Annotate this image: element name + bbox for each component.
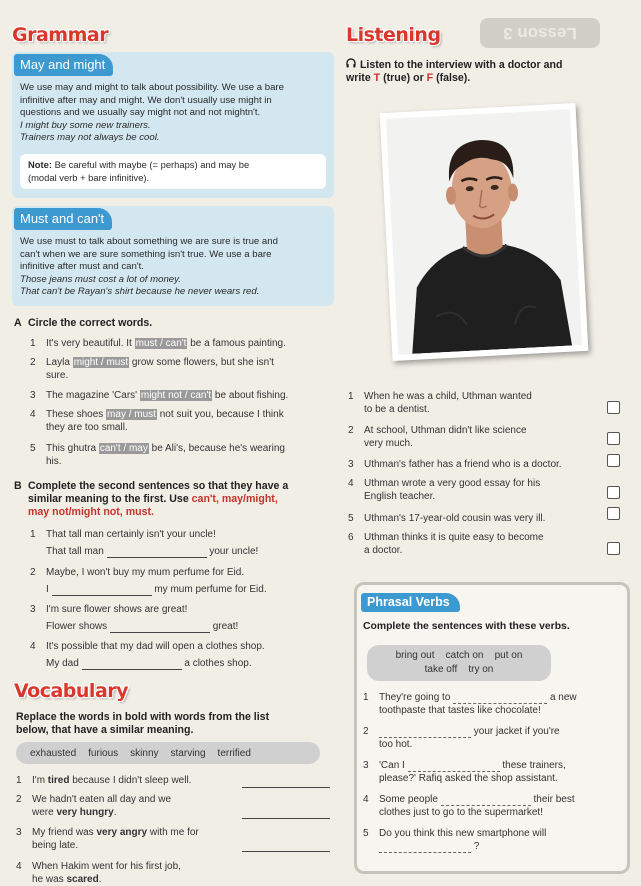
vocabulary-instruction <box>16 711 336 737</box>
exercise-b-line2: similar meaning to the first. Use <box>28 493 192 505</box>
item-text: These shoes <box>46 409 107 420</box>
item-text: my mum perfume for Eid. <box>154 584 267 595</box>
must-cant-explanation <box>20 236 332 299</box>
must-cant-line3: infinitive after must and can't. <box>20 261 144 272</box>
listening-heading: Listening <box>346 24 441 46</box>
exercise-b-line1: Complete the second sentences so that they have a <box>28 480 289 492</box>
item-text: It's very beautiful. It <box>46 338 135 349</box>
bold-word: scared <box>66 874 99 885</box>
item-text: because I didn't sleep well. <box>69 775 192 786</box>
item-number: 1 <box>30 338 36 349</box>
item-text: clothes just to go to the supermarket! <box>379 807 543 818</box>
listening-item-5 <box>348 512 598 525</box>
answer-box[interactable] <box>607 507 620 520</box>
item-text: My friend was <box>32 827 97 838</box>
item-text: The magazine 'Cars' <box>46 390 140 401</box>
item-text: English teacher. <box>364 491 436 502</box>
item-number: 1 <box>30 529 36 540</box>
item-text: very much. <box>364 438 413 449</box>
answer-blank[interactable] <box>242 807 330 819</box>
answer-blank[interactable] <box>52 584 152 596</box>
word-bank-item: put on <box>494 650 523 661</box>
item-text: . <box>113 807 117 818</box>
word-bank-item: skinny <box>130 747 159 759</box>
answer-box[interactable] <box>607 401 620 414</box>
vocabulary-instruction-line2: below, that have a similar meaning. <box>16 724 194 736</box>
listening-item-2 <box>348 424 598 450</box>
may-might-example2: Trainers may not always be cool. <box>20 132 160 143</box>
listening-instruction-line1: Listen to the interview with a doctor and <box>359 59 563 71</box>
may-might-example1: I might buy some new trainers. <box>20 119 151 131</box>
item-number: 2 <box>30 357 36 368</box>
listening-item-4 <box>348 477 598 503</box>
item-text: It's possible that my dad will open a clothes shop. <box>46 641 265 652</box>
item-text: he was <box>32 874 67 885</box>
listening-item-6 <box>348 531 598 557</box>
item-text: Do you think this new smartphone will <box>379 828 547 839</box>
exercise-b-item-4 <box>30 640 340 670</box>
word-bank-item: furious <box>88 747 119 759</box>
item-text: being late. <box>32 840 79 851</box>
answer-blank[interactable] <box>82 658 182 670</box>
answer-blank[interactable] <box>107 546 207 558</box>
answer-blank[interactable] <box>110 621 210 633</box>
circle-option[interactable]: must / can't <box>135 338 187 349</box>
listening-instruction <box>346 58 626 85</box>
may-might-line2: infinitive after may and might. We don't usually use might in <box>20 94 272 106</box>
circle-option[interactable]: can't / may <box>99 443 148 454</box>
phrasal-word-bank <box>367 645 551 681</box>
item-text: to be a dentist. <box>364 404 430 415</box>
must-cant-box <box>12 206 334 306</box>
vocabulary-item-2 <box>16 793 336 819</box>
word-bank-item: catch on <box>445 650 484 661</box>
item-text: your uncle! <box>209 546 259 557</box>
item-text: too hot. <box>379 739 413 750</box>
answer-box[interactable] <box>607 454 620 467</box>
item-text: Flower shows <box>46 621 108 632</box>
item-text: his. <box>46 456 62 467</box>
item-text: a new <box>549 692 577 703</box>
item-text: sure. <box>46 370 69 381</box>
item-text: Uthman's 17-year-old cousin was very ill. <box>364 513 546 524</box>
listening-item-1 <box>348 390 598 416</box>
must-cant-example1: Those jeans must cost a lot of money. <box>20 273 181 285</box>
item-number: 1 <box>363 692 369 703</box>
item-number: 4 <box>30 641 36 652</box>
headphones-icon <box>346 58 357 72</box>
true-letter: T <box>373 72 381 84</box>
word-bank-item: take off <box>424 664 458 675</box>
must-cant-example2: That can't be Rayan's shirt because he never wears red. <box>20 286 260 297</box>
vocabulary-heading: Vocabulary <box>14 680 129 702</box>
phrasal-verbs-tab: Phrasal Verbs <box>361 593 460 612</box>
item-number: 1 <box>16 775 22 786</box>
note-box <box>20 154 326 189</box>
item-text: This ghutra <box>46 443 99 454</box>
vocabulary-item-1 <box>16 774 336 787</box>
item-text: When he was a child, Uthman wanted <box>364 391 532 402</box>
listening-instruction-text: write <box>346 72 374 84</box>
note-line1: Be careful with maybe (= perhaps) and may be <box>54 159 250 170</box>
must-cant-line2: can't when we are sure something isn't true. We use a bare <box>20 248 272 260</box>
phrasal-item-4 <box>363 793 619 819</box>
item-text: We hadn't eaten all day and we <box>32 794 172 805</box>
item-text: ? <box>473 841 480 852</box>
exercise-b-words2: may not/might not, must. <box>28 506 154 518</box>
listening-instruction-text: (false). <box>433 72 471 84</box>
item-number: 5 <box>348 513 354 524</box>
item-text: great! <box>212 621 239 632</box>
item-number: 4 <box>16 861 22 872</box>
exercise-b-letter: B <box>14 480 22 492</box>
item-text: please?' Rafiq asked the shop assistant. <box>379 773 558 784</box>
bold-word: very angry <box>96 827 148 838</box>
item-text: When Hakim went for his first job, <box>32 861 181 872</box>
exercise-a-letter: A <box>14 317 22 329</box>
item-number: 6 <box>348 532 354 543</box>
item-text: That tall man certainly isn't your uncle! <box>46 529 216 540</box>
exercise-a-title <box>14 317 152 330</box>
answer-blank[interactable] <box>453 692 547 704</box>
item-text: were <box>32 807 57 818</box>
answer-blank[interactable] <box>242 840 330 852</box>
false-letter: F <box>426 72 434 84</box>
item-text: grow some flowers, but she isn't <box>129 357 274 368</box>
item-number: 2 <box>348 425 354 436</box>
vocabulary-instruction-line1: Replace the words in bold with words from the list <box>16 711 270 723</box>
item-number: 2 <box>30 567 36 578</box>
answer-blank[interactable] <box>379 841 471 853</box>
item-text: Uthman wrote a very good essay for his <box>364 478 541 489</box>
item-text: be a famous painting. <box>187 338 286 349</box>
item-number: 5 <box>363 828 369 839</box>
circle-option[interactable]: might / must <box>73 357 129 368</box>
item-text: Some people <box>379 794 438 805</box>
word-bank-item: starving <box>170 747 206 759</box>
bold-word: very hungry <box>56 807 114 818</box>
answer-blank[interactable] <box>408 760 500 772</box>
item-text: I <box>46 584 49 595</box>
item-number: 2 <box>363 726 369 737</box>
item-text: be Ali's, because he's wearing <box>148 443 285 454</box>
word-bank-item: bring out <box>395 650 435 661</box>
exercise-a-item-5 <box>30 442 340 468</box>
listening-item-3 <box>348 458 608 471</box>
item-text: . <box>98 874 102 885</box>
item-text: these trainers, <box>502 760 566 771</box>
item-text: I'm <box>32 775 48 786</box>
phrasal-item-5 <box>363 827 619 853</box>
exercise-b-title <box>14 480 334 519</box>
exercise-a-item-2 <box>30 356 340 382</box>
circle-option[interactable]: may / must <box>107 409 156 420</box>
may-might-line3: questions and we usually say might not and not mightn't. <box>20 107 261 118</box>
item-text: Layla <box>46 357 73 368</box>
exercise-b-words1: can't, may/might, <box>191 493 278 505</box>
may-might-explanation <box>20 82 332 145</box>
note-label: Note: <box>28 159 52 170</box>
word-bank-item: try on <box>468 664 494 675</box>
exercise-a-instruction: Circle the correct words. <box>28 317 153 329</box>
item-number: 2 <box>16 794 22 805</box>
item-text: At school, Uthman didn't like science <box>364 425 527 436</box>
may-might-line1: We use may and might to talk about possibility. We use a bare <box>20 82 284 93</box>
item-text: Maybe, I won't buy my mum perfume for Eid. <box>46 567 245 578</box>
item-text: They're going to <box>379 692 451 703</box>
item-number: 1 <box>348 391 354 402</box>
exercise-a-item-1 <box>30 337 340 350</box>
item-number: 4 <box>348 478 354 489</box>
phrasal-item-2 <box>363 725 619 751</box>
answer-blank[interactable] <box>379 726 471 738</box>
interview-photo <box>380 103 589 361</box>
exercise-a-item-3 <box>30 389 340 402</box>
exercise-a-item-4 <box>30 408 340 434</box>
item-text: not suit you, because I think <box>156 409 284 420</box>
item-text: their best <box>533 794 575 805</box>
must-cant-tab: Must and can't <box>14 208 112 230</box>
item-number: 5 <box>30 443 36 454</box>
item-text: My dad <box>46 658 79 669</box>
item-text: Uthman's father has a friend who is a doctor. <box>364 459 562 470</box>
listening-instruction-text: (true) or <box>380 72 427 84</box>
item-number: 4 <box>363 794 369 805</box>
phrasal-verbs-instruction: Complete the sentences with these verbs. <box>363 621 570 632</box>
item-text: they are too small. <box>46 422 128 433</box>
vocabulary-item-3 <box>16 826 336 852</box>
item-number: 3 <box>30 390 36 401</box>
phrasal-verbs-box <box>354 582 630 874</box>
answer-box[interactable] <box>607 432 620 445</box>
word-bank-item: exhausted <box>30 747 77 759</box>
lesson-tab-background: Lesson 3 <box>480 18 600 48</box>
bold-word: tired <box>47 775 70 786</box>
answer-box[interactable] <box>607 542 620 555</box>
answer-blank[interactable] <box>242 776 330 788</box>
word-bank-item: terrified <box>217 747 251 759</box>
item-text: 'Can I <box>379 760 405 771</box>
may-might-box <box>12 52 334 198</box>
circle-option[interactable]: might not / can't <box>140 390 212 401</box>
item-text: a doctor. <box>364 545 403 556</box>
item-text: Uthman thinks it is quite easy to become <box>364 532 544 543</box>
item-number: 3 <box>363 760 369 771</box>
item-text: That tall man <box>46 546 104 557</box>
item-number: 4 <box>30 409 36 420</box>
grammar-heading: Grammar <box>12 24 109 46</box>
may-might-tab: May and might <box>14 54 113 76</box>
item-number: 3 <box>30 604 36 615</box>
answer-blank[interactable] <box>441 794 531 806</box>
exercise-b-item-2 <box>30 566 340 596</box>
item-number: 3 <box>16 827 22 838</box>
item-text: I'm sure flower shows are great! <box>46 604 188 615</box>
item-text: a clothes shop. <box>184 658 252 669</box>
exercise-b-item-1 <box>30 528 340 558</box>
young-man-illustration <box>386 109 582 354</box>
note-line2: (modal verb + bare infinitive). <box>28 171 150 183</box>
item-number: 3 <box>348 459 354 470</box>
phrasal-item-1 <box>363 691 619 717</box>
item-text: toothpaste that tastes like chocolate! <box>379 705 541 716</box>
exercise-b-item-3 <box>30 603 340 633</box>
vocabulary-word-bank <box>16 742 320 764</box>
item-text: be about fishing. <box>212 390 289 401</box>
vocabulary-item-4 <box>16 860 336 886</box>
answer-box[interactable] <box>607 486 620 499</box>
item-text: your jacket if you're <box>473 726 560 737</box>
must-cant-line1: We use must to talk about something we are sure is true and <box>20 236 278 247</box>
phrasal-item-3 <box>363 759 619 785</box>
item-text: with me for <box>147 827 199 838</box>
